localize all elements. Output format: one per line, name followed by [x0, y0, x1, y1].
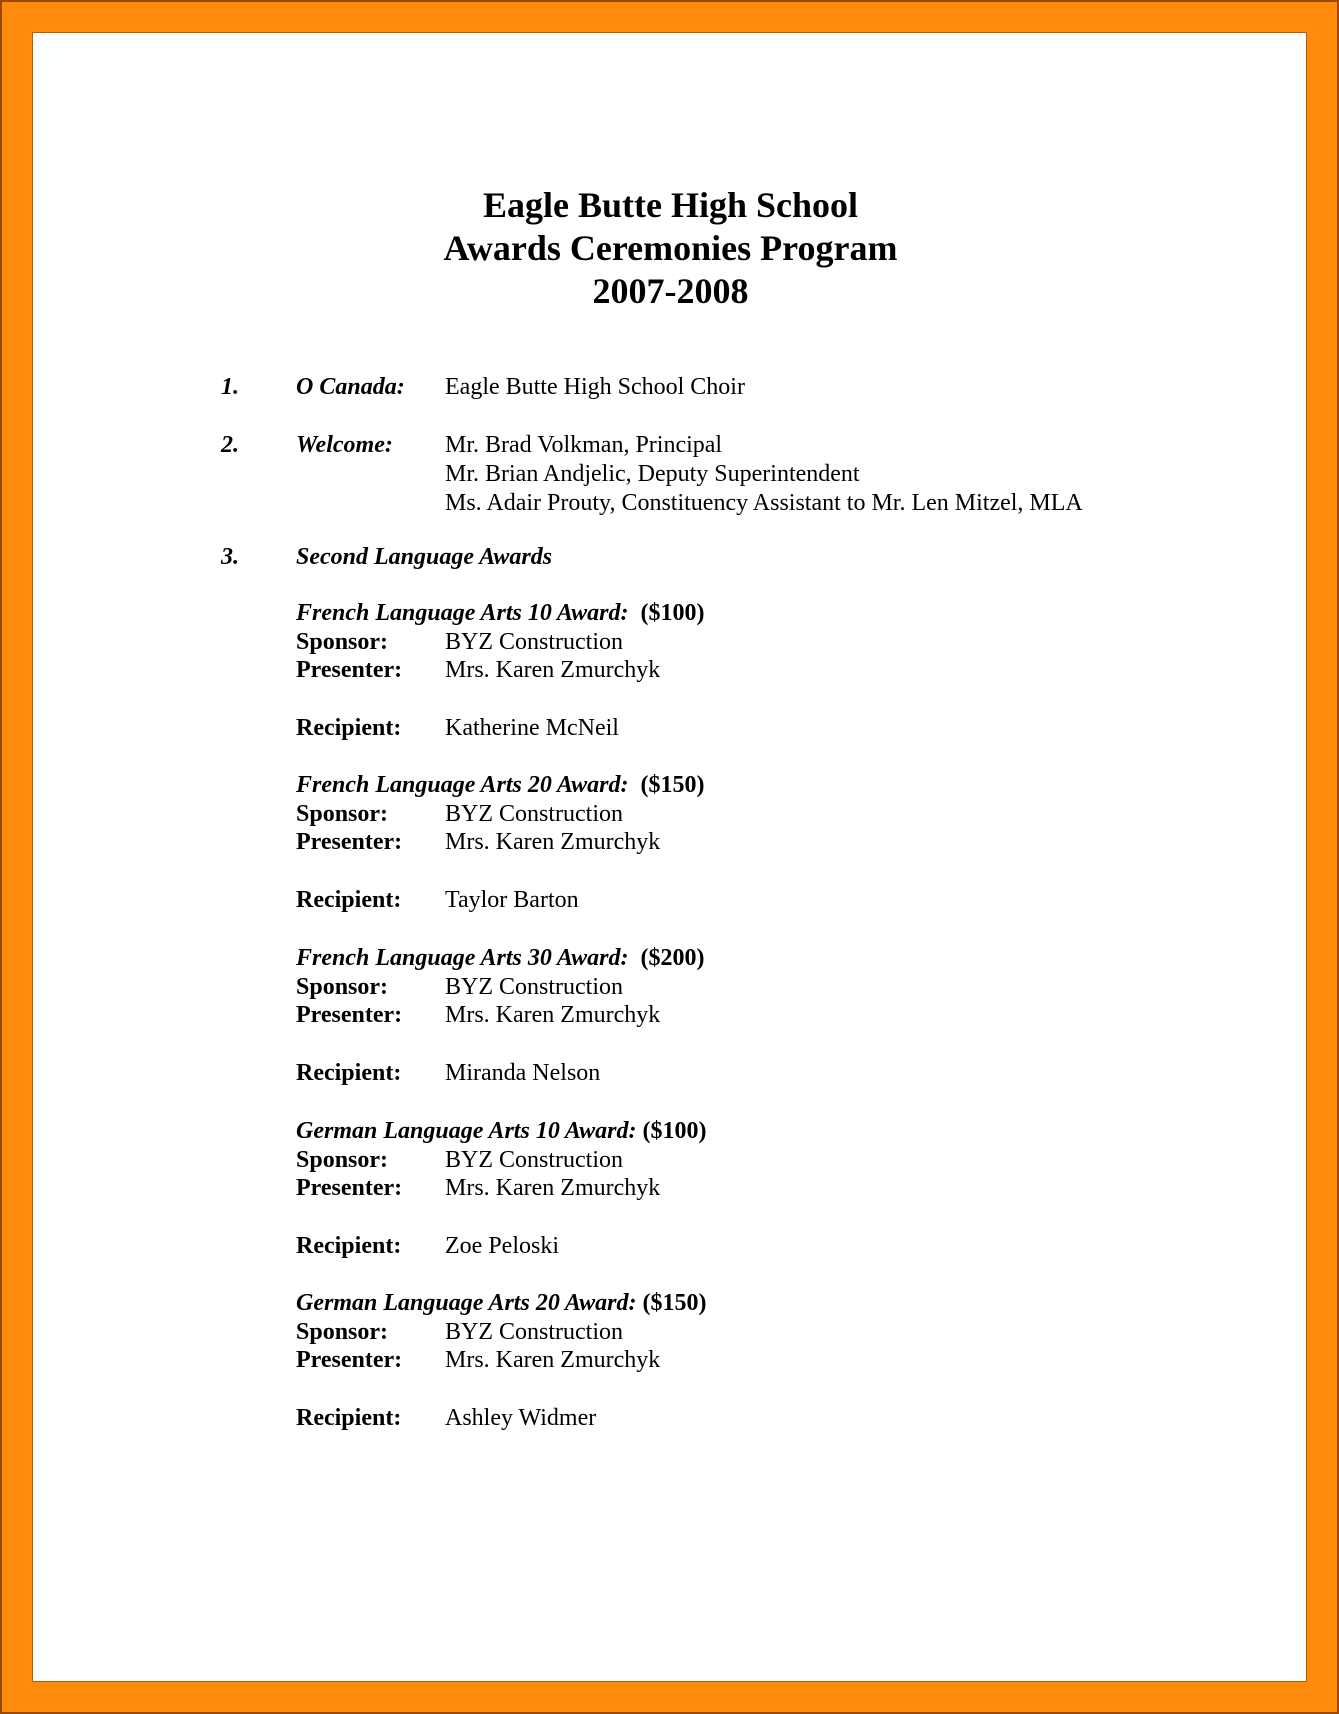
sponsor-value: BYZ Construction: [445, 973, 623, 1000]
presenter-value: Mrs. Karen Zmurchyk: [445, 1175, 661, 1201]
presenter-row: [296, 1001, 1196, 1030]
presenter-row: [296, 656, 1196, 685]
item-value: Ms. Adair Prouty, Constituency Assistant to Mr. Len Mitzel, MLA: [445, 490, 1083, 516]
recipient-value: Miranda Nelson: [445, 1059, 601, 1086]
recipient-row: [296, 1232, 1196, 1261]
recipient-label: Recipient:: [296, 1404, 402, 1431]
presenter-label: Presenter:: [296, 657, 403, 683]
item-value: Eagle Butte High School Choir: [445, 374, 745, 400]
sponsor-value: BYZ Construction: [445, 1318, 623, 1345]
sponsor-label: Sponsor:: [296, 1146, 389, 1173]
presenter-row: [296, 828, 1196, 857]
item-number: 2.: [221, 432, 239, 458]
award-title: [296, 599, 1196, 628]
award-amount: ($200): [640, 945, 705, 971]
award-name: French Language Arts 10 Award:: [296, 600, 629, 626]
recipient-value: Taylor Barton: [445, 886, 579, 913]
school-name: Eagle Butte High School: [482, 185, 859, 225]
recipient-row: [296, 886, 1196, 915]
sponsor-row: [296, 800, 1196, 829]
recipient-label: Recipient:: [296, 886, 402, 913]
award-amount: ($150): [640, 772, 705, 798]
award-amount: ($100): [640, 600, 705, 626]
sponsor-label: Sponsor:: [296, 628, 389, 655]
presenter-row: [296, 1346, 1196, 1375]
presenter-label: Presenter:: [296, 1175, 403, 1201]
recipient-row: [296, 1059, 1196, 1088]
document-page: [32, 32, 1307, 1682]
presenter-label: Presenter:: [296, 1347, 403, 1373]
award-amount: ($150): [642, 1290, 707, 1316]
presenter-value: Mrs. Karen Zmurchyk: [445, 1002, 661, 1028]
recipient-label: Recipient:: [296, 1059, 402, 1086]
presenter-label: Presenter:: [296, 1002, 403, 1028]
award-block: [296, 771, 1196, 914]
item-number: 3.: [221, 544, 239, 570]
recipient-label: Recipient:: [296, 1232, 402, 1259]
award-block: [296, 944, 1196, 1087]
item-label: Welcome:: [296, 432, 393, 458]
sponsor-value: BYZ Construction: [445, 628, 623, 655]
recipient-value: Katherine McNeil: [445, 714, 619, 741]
sponsor-row: [296, 1146, 1196, 1175]
recipient-value: Zoe Peloski: [445, 1232, 559, 1259]
award-title: [296, 771, 1196, 800]
program-title: Awards Ceremonies Program: [443, 228, 898, 268]
presenter-value: Mrs. Karen Zmurchyk: [445, 829, 661, 855]
award-name: German Language Arts 20 Award:: [296, 1290, 637, 1316]
item-value: Mr. Brian Andjelic, Deputy Superintendent: [445, 461, 860, 487]
presenter-row: [296, 1174, 1196, 1203]
sponsor-label: Sponsor:: [296, 1318, 389, 1345]
award-title: [296, 1289, 1196, 1318]
item-label: Second Language Awards: [296, 544, 553, 570]
presenter-value: Mrs. Karen Zmurchyk: [445, 1347, 661, 1373]
document-title: [33, 184, 1308, 313]
sponsor-value: BYZ Construction: [445, 1146, 623, 1173]
program-year: 2007-2008: [592, 271, 749, 311]
item-value: Mr. Brad Volkman, Principal: [445, 432, 723, 458]
recipient-label: Recipient:: [296, 714, 402, 741]
sponsor-value: BYZ Construction: [445, 800, 623, 827]
award-title: [296, 944, 1196, 973]
sponsor-row: [296, 628, 1196, 657]
award-block: [296, 1289, 1196, 1432]
sponsor-row: [296, 1318, 1196, 1347]
sponsor-label: Sponsor:: [296, 800, 389, 827]
award-block: [296, 1117, 1196, 1260]
item-label: O Canada:: [296, 374, 405, 400]
award-title: [296, 1117, 1196, 1146]
presenter-label: Presenter:: [296, 829, 403, 855]
award-name: French Language Arts 20 Award:: [296, 772, 629, 798]
award-amount: ($100): [642, 1118, 707, 1144]
recipient-row: [296, 1404, 1196, 1433]
award-name: German Language Arts 10 Award:: [296, 1118, 637, 1144]
award-name: French Language Arts 30 Award:: [296, 945, 629, 971]
presenter-value: Mrs. Karen Zmurchyk: [445, 657, 661, 683]
recipient-value: Ashley Widmer: [445, 1404, 597, 1431]
award-block: [296, 599, 1196, 742]
item-number: 1.: [221, 374, 239, 400]
sponsor-row: [296, 973, 1196, 1002]
recipient-row: [296, 714, 1196, 743]
sponsor-label: Sponsor:: [296, 973, 389, 1000]
